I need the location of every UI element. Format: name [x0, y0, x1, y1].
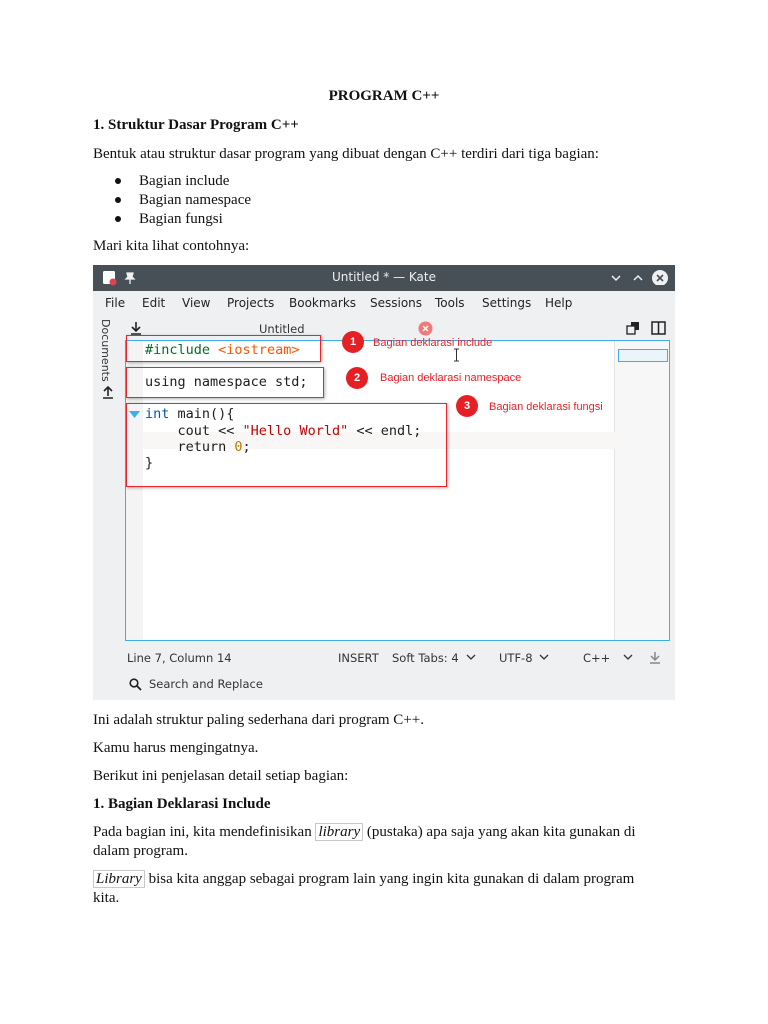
menu-bar [93, 291, 675, 315]
menu-file[interactable]: File [105, 296, 126, 310]
indentation-setting[interactable]: Soft Tabs: 4 [392, 651, 459, 665]
annotation-badge-1: 1 [342, 331, 364, 353]
annotation-box-include [126, 335, 321, 362]
input-mode[interactable]: INSERT [338, 651, 379, 665]
chevron-down-icon[interactable] [466, 654, 476, 661]
panel-icon[interactable] [651, 321, 666, 335]
maximize-icon[interactable] [631, 270, 645, 286]
term-library-cap: Library [93, 870, 145, 888]
menu-view[interactable]: View [182, 296, 211, 310]
bullet-icon [115, 178, 121, 184]
bullet-icon [115, 216, 121, 222]
parts-list [93, 172, 251, 229]
document-title: PROGRAM C++ [328, 88, 440, 104]
menu-projects[interactable]: Projects [227, 296, 275, 310]
kate-screenshot [93, 265, 675, 700]
language-selector[interactable]: C++ [583, 651, 611, 665]
download-icon[interactable] [649, 651, 661, 665]
tab-untitled[interactable]: Untitled [259, 322, 305, 336]
code-line-5: return 0; [145, 439, 251, 455]
minimize-icon[interactable] [609, 270, 623, 286]
window-title: Untitled * — Kate [331, 270, 436, 284]
annotation-label-1: Bagian deklarasi include [373, 337, 493, 349]
annotation-badge-2: 2 [346, 367, 368, 389]
section-heading-structure: 1. Struktur Dasar Program C++ [93, 117, 299, 133]
cursor-position[interactable]: Line 7, Column 14 [127, 651, 232, 665]
paragraph-library-explain: Library bisa kita anggap sebagai program lain yang ingin kita gunakan di dalam program kita. [93, 871, 635, 906]
list-item: Bagian include [93, 172, 251, 191]
paragraph-simplest: Ini adalah struktur paling sederhana dari program C++. [93, 712, 424, 728]
intro-paragraph: Bentuk atau struktur dasar program yang dibuat dengan C++ terdiri dari tiga bagian: [93, 146, 599, 162]
code-line-1: #include <iostream> [145, 342, 300, 358]
minimap-viewport[interactable] [618, 349, 668, 362]
text-cursor-icon [453, 348, 460, 362]
list-item: Bagian namespace [93, 191, 251, 210]
window-titlebar [93, 265, 675, 291]
split-view-icon[interactable] [626, 321, 640, 335]
bullet-icon [115, 197, 121, 203]
menu-sessions[interactable]: Sessions [370, 296, 423, 310]
code-line-3: int main(){ [145, 406, 235, 422]
code-line-6: } [145, 455, 154, 471]
code-line-2: using namespace std; [145, 374, 308, 390]
minimap[interactable] [614, 341, 669, 640]
close-tab-icon[interactable] [418, 321, 433, 336]
paragraph-remember: Kamu harus mengingatnya. [93, 740, 259, 756]
search-replace-label: Search and Replace [149, 677, 263, 691]
paragraph-explanation: Berikut ini penjelasan detail setiap bagian: [93, 768, 349, 784]
section-heading-include: 1. Bagian Deklarasi Include [93, 796, 271, 812]
lead-paragraph: Mari kita lihat contohnya: [93, 238, 250, 254]
code-line-4: cout << "Hello World" << endl; [145, 423, 422, 439]
upload-icon[interactable] [102, 385, 114, 399]
search-icon [129, 678, 142, 691]
annotation-box-function [126, 403, 447, 487]
annotation-label-3: Bagian deklarasi fungsi [489, 401, 603, 413]
menu-help[interactable]: Help [545, 296, 573, 310]
status-bar [93, 645, 675, 671]
sidebar-documents-tab[interactable]: Documents [99, 319, 112, 382]
menu-tools[interactable]: Tools [435, 296, 465, 310]
list-item: Bagian fungsi [93, 210, 251, 229]
menu-settings[interactable]: Settings [482, 296, 532, 310]
term-library: library [315, 823, 363, 841]
chevron-down-icon[interactable] [623, 654, 633, 661]
chevron-down-icon[interactable] [539, 654, 549, 661]
menu-bookmarks[interactable]: Bookmarks [289, 296, 357, 310]
annotation-label-2: Bagian deklarasi namespace [380, 372, 522, 384]
annotation-badge-3: 3 [456, 395, 478, 417]
left-sidebar [93, 315, 123, 615]
download-icon[interactable] [130, 321, 142, 335]
annotation-box-namespace [126, 367, 324, 398]
encoding-selector[interactable]: UTF-8 [499, 651, 533, 665]
paragraph-library-definition: Pada bagian ini, kita mendefinisikan library (pustaka) apa saja yang akan kita gunakan di dalam program. [93, 824, 636, 859]
menu-edit[interactable]: Edit [142, 296, 166, 310]
close-icon[interactable] [651, 269, 669, 285]
